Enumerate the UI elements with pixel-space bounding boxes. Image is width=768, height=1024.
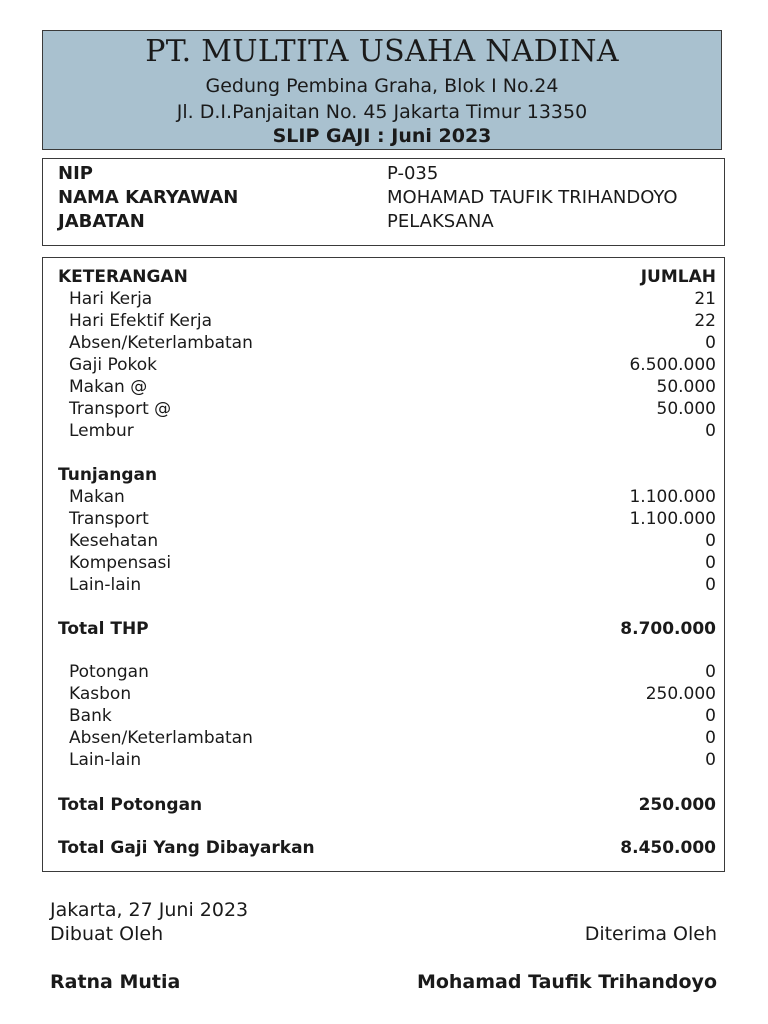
employee-name-row (43, 186, 724, 210)
total-deduction-label: Total Potongan (58, 795, 203, 815)
detail-row (43, 683, 724, 705)
row-value: 0 (705, 728, 716, 748)
row-label: Absen/Keterlambatan (69, 333, 253, 353)
row-label: Hari Kerja (69, 289, 153, 309)
row-value: 0 (705, 553, 716, 573)
allowance-heading-row (43, 464, 724, 486)
nip-value: P-035 (387, 163, 439, 184)
keterangan-header: KETERANGAN (58, 267, 188, 287)
made-by-label: Dibuat Oleh (50, 923, 164, 945)
row-value: 0 (705, 421, 716, 441)
row-label: Makan @ (69, 377, 148, 397)
allowance-heading: Tunjangan (58, 465, 158, 485)
total-thp-value: 8.700.000 (620, 619, 716, 639)
row-label: Absen/Keterlambatan (69, 728, 253, 748)
jumlah-header: JUMLAH (640, 267, 716, 287)
row-value: 0 (705, 575, 716, 595)
row-label: Kesehatan (69, 531, 159, 551)
salary-detail-box (42, 257, 725, 872)
detail-row (43, 661, 724, 683)
detail-row (43, 398, 724, 420)
detail-header-row (43, 266, 724, 288)
name-value: MOHAMAD TAUFIK TRIHANDOYO (387, 187, 678, 208)
row-label: Transport @ (69, 399, 172, 419)
name-label: NAMA KARYAWAN (58, 187, 239, 208)
slip-header (42, 30, 722, 150)
total-thp-label: Total THP (58, 619, 149, 639)
total-deduction-row (43, 794, 724, 816)
row-label: Makan (69, 487, 125, 507)
detail-row (43, 574, 724, 596)
detail-row (43, 310, 724, 332)
detail-row (43, 354, 724, 376)
employee-position-row (43, 210, 724, 234)
employee-nip-row (43, 162, 724, 186)
total-thp-row (43, 618, 724, 640)
detail-row (43, 727, 724, 749)
detail-row (43, 508, 724, 530)
received-by-label: Diterima Oleh (584, 923, 717, 945)
made-by-name: Ratna Mutia (50, 971, 181, 993)
detail-row (43, 530, 724, 552)
employee-info-box (42, 158, 725, 246)
detail-row (43, 332, 724, 354)
row-value: 22 (694, 311, 716, 331)
row-value: 0 (705, 662, 716, 682)
row-label: Bank (69, 706, 112, 726)
total-paid-label: Total Gaji Yang Dibayarkan (58, 838, 315, 858)
detail-row (43, 705, 724, 727)
received-by-name: Mohamad Taufik Trihandoyo (416, 971, 717, 993)
detail-row (43, 420, 724, 442)
company-address-line2: Jl. D.I.Panjaitan No. 45 Jakarta Timur 13350 (176, 101, 588, 123)
total-deduction-value: 250.000 (638, 795, 716, 815)
row-label: Lembur (69, 421, 134, 441)
row-value: 1.100.000 (629, 487, 716, 507)
row-label: Lain-lain (69, 575, 142, 595)
row-value: 0 (705, 750, 716, 770)
detail-row (43, 552, 724, 574)
row-value: 21 (694, 289, 716, 309)
row-value: 6.500.000 (629, 355, 716, 375)
row-value: 250.000 (645, 684, 716, 704)
row-label: Transport (69, 509, 149, 529)
row-label: Kompensasi (69, 553, 172, 573)
place-date: Jakarta, 27 Juni 2023 (50, 899, 249, 921)
slip-title: SLIP GAJI : Juni 2023 (272, 125, 492, 147)
row-value: 0 (705, 706, 716, 726)
row-label: Hari Efektif Kerja (69, 311, 213, 331)
row-value: 1.100.000 (629, 509, 716, 529)
detail-row (43, 288, 724, 310)
row-label: Lain-lain (69, 750, 142, 770)
detail-row (43, 376, 724, 398)
row-label: Gaji Pokok (69, 355, 157, 375)
detail-row (43, 486, 724, 508)
company-name: PT. MULTITA USAHA NADINA (145, 34, 619, 69)
row-value: 50.000 (656, 399, 716, 419)
position-label: JABATAN (58, 211, 145, 232)
detail-row (43, 749, 724, 771)
row-label: Kasbon (69, 684, 132, 704)
row-label: Potongan (69, 662, 149, 682)
total-paid-row (43, 837, 724, 859)
nip-label: NIP (58, 163, 93, 184)
row-value: 50.000 (656, 377, 716, 397)
total-paid-value: 8.450.000 (620, 838, 716, 858)
row-value: 0 (705, 531, 716, 551)
company-address-line1: Gedung Pembina Graha, Blok I No.24 (205, 75, 559, 97)
row-value: 0 (705, 333, 716, 353)
position-value: PELAKSANA (387, 211, 494, 232)
